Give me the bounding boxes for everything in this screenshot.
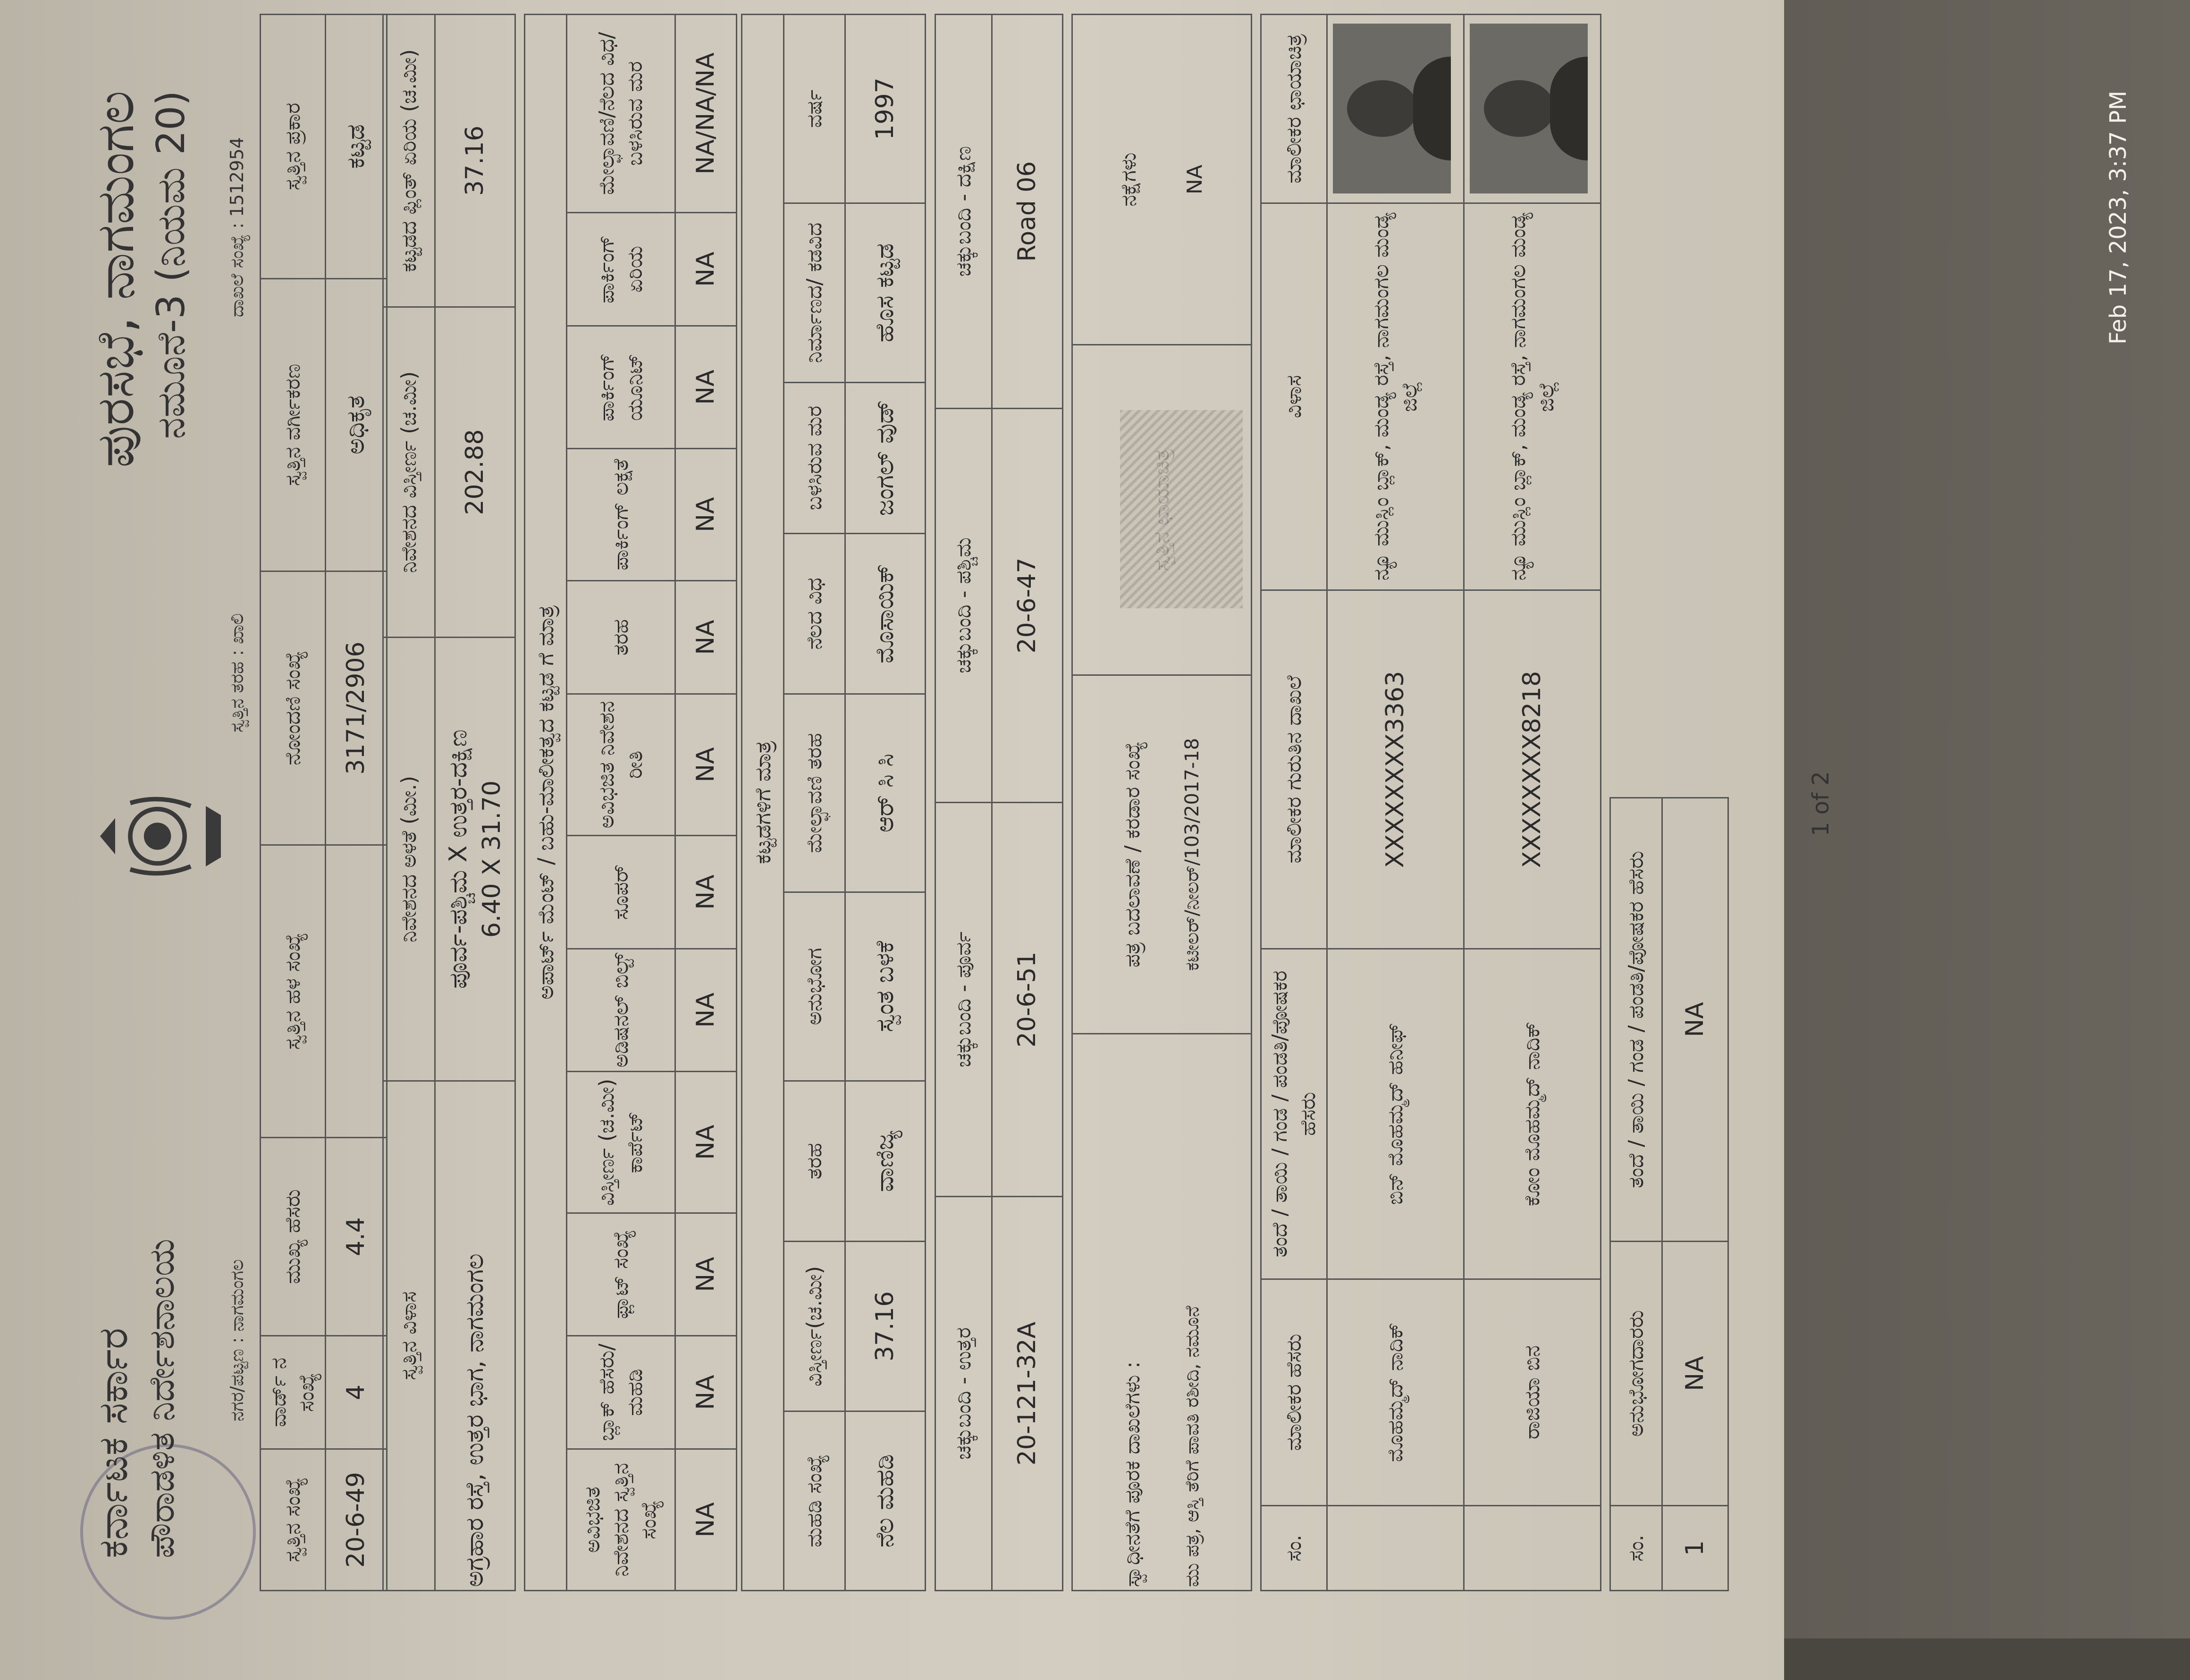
state-emblem-icon [85, 761, 236, 912]
bld-value-3: ಸ್ವಂತ ಬಳಕೆ [845, 892, 926, 1081]
bld-header-3: ಅನುಭೋಗ [784, 892, 845, 1081]
apt-header-11: ಮೇಲ್ಛಾವಣಿ/ನೆಲದ ವಿಧ/ಬಳಸಿರುವ ಮರ [567, 14, 675, 212]
apt-header-10: ಪಾರ್ಕಿಂಗ್ ಏರಿಯ [567, 213, 675, 326]
govt-title: ಕರ್ನಾಟಕ ಸರ್ಕಾರ [90, 1327, 137, 1558]
record-number: ದಾಖಲೆ ಸಂಖ್ಯೆ : 1512954 [227, 137, 247, 317]
photo-timestamp-overlay [2077, 52, 2133, 1468]
owner-relation: ಬಿನ್ ಮೊಹಮ್ಮದ್ ಹನೀಫ್ [1327, 949, 1464, 1279]
occupant-relation: NA [1662, 798, 1728, 1242]
owner-header-no: ಸಂ. [1261, 1506, 1327, 1591]
document-header [71, 15, 269, 1591]
header-plinth-area: ಕಟ್ಟಡದ ಪ್ಲಿಂತ್ ಏರಿಯ (ಚ.ಮೀ) [383, 15, 435, 307]
header-site-area: ನಿವೇಶನದ ವಿಸ್ತೀರ್ಣ (ಚ.ಮೀ) [383, 307, 435, 638]
apt-header-3: ವಿಸ್ತೀರ್ಣ (ಚ.ಮೀ) ಕಾರ್ಪೆಟ್ [567, 1072, 675, 1213]
bld-value-8: 1997 [845, 14, 926, 203]
apt-header-0: ಅವಿಭಜಿತ ನಿವೇಶನದ ಸ್ವತ್ತಿನ ಸಂಖ್ಯೆ [567, 1449, 675, 1591]
bld-value-5: ಮೊಸಾಯಿಕ್ [845, 534, 926, 694]
bld-value-6: ಜಂಗಲ್ ವುಡ್ [845, 383, 926, 534]
apt-value-3: NA [675, 1072, 737, 1213]
apt-value-1: NA [675, 1336, 737, 1449]
bld-header-1: ವಿಸ್ತೀರ್ಣ(ಚ.ಮೀ) [784, 1242, 845, 1411]
documents-table [1071, 14, 1252, 1591]
owner-name: ಮೊಹಮ್ಮದ್ ನಾದಿಕ್ [1327, 1279, 1464, 1506]
owners-table [1260, 14, 1601, 1591]
apt-header-6: ಅವಿಭಜಿತ ನಿವೇಶನ ರೀತಿ [567, 694, 675, 836]
apt-value-5: NA [675, 836, 737, 949]
value-main-name: 4.4 [325, 1138, 387, 1336]
apt-value-11: NA/NA/NA [675, 14, 737, 212]
docs-map-label: ನಕ್ಷೆಗಳು [1117, 152, 1141, 207]
value-address: ಅಗ್ರಹಾರ ರಸ್ತೆ, ಉತ್ತರ ಭಾಗ, ನಾಗಮಂಗಲ [435, 1081, 515, 1591]
owner-relation: ಕೋಂ ಮೊಹಮ್ಮದ್ ನಾದಿಕ್ [1464, 949, 1601, 1279]
directorate-title: ಪೌರಾಡಳಿತ ನಿರ್ದೇಶನಾಲಯ [142, 1238, 182, 1558]
apt-header-9: ಪಾರ್ಕಿಂಗ್ ಯೂನಿಟ್ [567, 326, 675, 449]
certificate-frame [71, 15, 1841, 1591]
value-plinth-area: 37.16 [435, 15, 515, 307]
value-property-kind: ಕಟ್ಟಡ [325, 15, 387, 279]
docs-na-value: NA [1182, 165, 1207, 195]
apt-value-10: NA [675, 213, 737, 326]
header-address: ಸ್ವತ್ತಿನ ವಿಳಾಸ [383, 1081, 435, 1591]
owner-header-address: ವಿಳಾಸ [1261, 203, 1327, 590]
header-classification: ಸ್ವತ್ತಿನ ವರ್ಗೀಕರಣ [261, 279, 326, 571]
occupants-table [1609, 797, 1729, 1591]
owner-address: ನ್ಯೂ ಮುಸ್ಲಿಂ ಬ್ಲಾಕ್, ಮಂಡ್ಯ ರಸ್ತೆ, ನಾಗಮಂಗಲ ಮಂಡ್ಯ ಜಿಲ್ಲೆ [1327, 203, 1464, 590]
owner-no [1464, 1506, 1601, 1591]
header-site-dimension: ನಿವೇಶನದ ಅಳತೆ (ಮೀ.) [383, 638, 435, 1081]
boundary-west-value: 20-6-47 [992, 409, 1063, 803]
header-property-no: ಸ್ವತ್ತಿನ ಸಂಖ್ಯೆ [261, 1449, 326, 1591]
owner-header-photo: ಮಾಲೀಕರ ಛಾಯಾಚಿತ್ರ [1261, 15, 1327, 203]
owner-header-relation: ತಂದೆ / ತಾಯಿ / ಗಂಡ / ಪಂಡತಿ/ಪೋಷಕರ ಹೆಸರು [1261, 949, 1327, 1279]
owner-row [1327, 15, 1464, 1591]
value-dimensions: 6.40 X 31.70 [477, 780, 506, 938]
city-label: ನಗರ/ಪಟ್ಟಣ : ನಾಗಮಂಗಲ [227, 1259, 247, 1421]
owner-no [1327, 1506, 1464, 1591]
boundary-north-label: ಚಕ್ಕುಬಂದಿ - ಉತ್ತರ [935, 1197, 992, 1591]
docs-ref-label: ಮು ಪತ್ರ, ಆಸ್ತಿ ತೆರಿಗೆ ಪಾವತಿ ರಶೀದಿ, ನಮೂನೆ [1181, 1306, 1204, 1587]
apt-header-2: ಫ್ಲಾಟ್ ಸಂಖ್ಯೆ [567, 1213, 675, 1336]
boundary-south-label: ಚಕ್ಕುಬಂದಿ - ದಕ್ಷಿಣ [935, 15, 992, 409]
owner-id: XXXXXXXX3363 [1327, 590, 1464, 949]
value-ward-no: 4 [325, 1336, 387, 1449]
header-main-name: ಮುಖ್ಯ ಹೆಸರು [261, 1138, 326, 1336]
owner-header-id: ಮಾಲೀಕರ ಗುರುತಿನ ದಾಖಲೆ [1261, 590, 1327, 949]
value-old-property-no [325, 845, 387, 1138]
boundary-east-value: 20-6-51 [992, 803, 1063, 1197]
owner-photo [1470, 24, 1588, 194]
apt-value-0: NA [675, 1449, 737, 1591]
docs-ref-value: ಕಟೀಲರ್/ನೀಲರ್/103/2017-18 [1181, 738, 1204, 971]
value-classification: ಅಧಿಕೃತ [325, 279, 387, 571]
dimension-label: ಪೂರ್ವ-ಪಶ್ಚಿಮ X ಉತ್ತರ-ದಕ್ಷಿಣ [444, 729, 473, 989]
timestamp-text: Feb 17, 2023, 3:37 PM [2105, 91, 2131, 344]
occupant-no: 1 [1662, 1506, 1728, 1591]
value-site-area: 202.88 [435, 307, 515, 638]
bld-header-5: ನೆಲದ ವಿಧ [784, 534, 845, 694]
bld-header-6: ಬಳಸಿರುವ ಮರ [784, 383, 845, 534]
owner-header-name: ಮಾಲೀಕರ ಹೆಸರು [1261, 1279, 1327, 1506]
municipality-title: ಪುರಸಭೆ, ನಾಗಮಂಗಲ [85, 91, 145, 468]
boundary-north-value: 20-121-32A [992, 1197, 1063, 1591]
owner-photo [1333, 24, 1451, 194]
property-photo [1120, 410, 1243, 608]
apt-header-5: ಸೂಪರ್ [567, 836, 675, 949]
occupant-header-name: ಅನುಭೋಗದಾರರು [1610, 1242, 1662, 1506]
apt-value-2: NA [675, 1213, 737, 1336]
header-old-property-no: ಸ್ವತ್ತಿನ ಹಳ ಸಂಖ್ಯೆ [261, 845, 326, 1138]
boundaries-table [935, 14, 1063, 1591]
occupant-header-no: ಸಂ. [1610, 1506, 1662, 1591]
owner-address: ನ್ಯೂ ಮುಸ್ಲಿಂ ಬ್ಲಾಕ್, ಮಂಡ್ಯ ರಸ್ತೆ, ನಾಗಮಂಗಲ ಮಂಡ್ಯ ಜಿಲ್ಲೆ [1464, 203, 1601, 590]
form-title: ನಮೂನೆ-3 (ನಿಯಮ 20) [149, 91, 194, 439]
docs-docno-label: ಪತ್ರ ಬದಲಾವಣೆ / ಕರಡಾರ ಸಂಖ್ಯೆ [1120, 741, 1145, 968]
occupant-header-relation: ತಂದೆ / ತಾಯಿ / ಗಂಡ / ಪಂಡತಿ/ಪೋಷಕರ ಹೆಸರು [1610, 798, 1662, 1242]
apt-header-7: ತರಹ [567, 581, 675, 694]
property-id-table [260, 14, 387, 1591]
bld-header-4: ಮೇಲ್ಛಾವಣಿ ತರಹ [784, 694, 845, 892]
boundary-east-label: ಚಕ್ಕುಬಂದಿ - ಪೂರ್ವ [935, 803, 992, 1197]
page-number: 1 of 2 [1808, 771, 1834, 836]
boundary-south-value: Road 06 [992, 15, 1063, 409]
apt-value-6: NA [675, 694, 737, 836]
bld-value-1: 37.16 [845, 1242, 926, 1411]
bld-header-7: ನಿರ್ಮಾಣದ/ ಕಡವಿದ [784, 203, 845, 383]
apt-header-4: ಅಡಿಷನಲ್ ಬಿಲ್ಟ್ [567, 949, 675, 1072]
bld-value-0: ನೆಲ ಮಹಡಿ [845, 1411, 926, 1591]
property-type-label: ಸ್ವತ್ತಿನ ತರಹ : ಖಾಲಿ [227, 613, 247, 732]
header-registration-no: ನೋಂದಣಿ ಸಂಖ್ಯೆ [261, 571, 326, 845]
building-table [741, 14, 926, 1591]
docs-label: ಸ್ವಾಧೀನತೆಗೆ ಪೂರಕ ದಾಖಲೆಗಳು : [1120, 1361, 1145, 1587]
value-property-no: 20-6-49 [325, 1449, 387, 1591]
property-area-table [382, 14, 516, 1591]
apartment-table [524, 14, 737, 1591]
apt-value-8: NA [675, 449, 737, 581]
building-band: ಕಟ್ಟಡಗಳಿಗೆ ಮಾತ್ರ [742, 14, 784, 1590]
apt-value-4: NA [675, 949, 737, 1072]
boundary-west-label: ಚಕ್ಕುಬಂದಿ - ಪಶ್ಚಿಮ [935, 409, 992, 803]
apartment-band: ಅಪಾರ್ಟ್ ಮೆಂಟ್ / ಬಹು-ಮಾಲೀಕತ್ವದ ಕಟ್ಟಡ ಗೆ ಮಾತ್ರ [525, 14, 567, 1590]
apt-header-1: ಬ್ಲಾಕ್ ಹೆಸರು/ ಮಹಡಿ [567, 1336, 675, 1449]
owner-row [1464, 15, 1601, 1591]
apt-header-8: ಪಾರ್ಕಿಂಗ್ ಲಕ್ಷತೆ [567, 449, 675, 581]
apt-value-9: NA [675, 326, 737, 449]
occupant-name: NA [1662, 1242, 1728, 1506]
owner-name: ರಾಜಿಯಾ ಬಿನ [1464, 1279, 1601, 1506]
owner-id: XXXXXXXX8218 [1464, 590, 1601, 949]
header-property-kind: ಸ್ವತ್ತಿನ ಪ್ರಕಾರ [261, 15, 326, 279]
header-ward-no: ವಾರ್ಡ್ ನ ಸಂಖ್ಯೆ [261, 1336, 326, 1449]
bld-header-8: ವರ್ಷ [784, 14, 845, 203]
bld-header-2: ತರಹ [784, 1081, 845, 1242]
value-registration-no: 3171/2906 [325, 571, 387, 845]
bld-value-2: ವಾಣಿಜ್ಯ [845, 1081, 926, 1242]
bld-header-0: ಮಹಡಿ ಸಂಖ್ಯೆ [784, 1411, 845, 1591]
bld-value-4: ಆರ್ ಸಿ ಸಿ [845, 694, 926, 892]
bld-value-7: ಹೊಸ ಕಟ್ಟಡ [845, 203, 926, 383]
apt-value-7: NA [675, 581, 737, 694]
